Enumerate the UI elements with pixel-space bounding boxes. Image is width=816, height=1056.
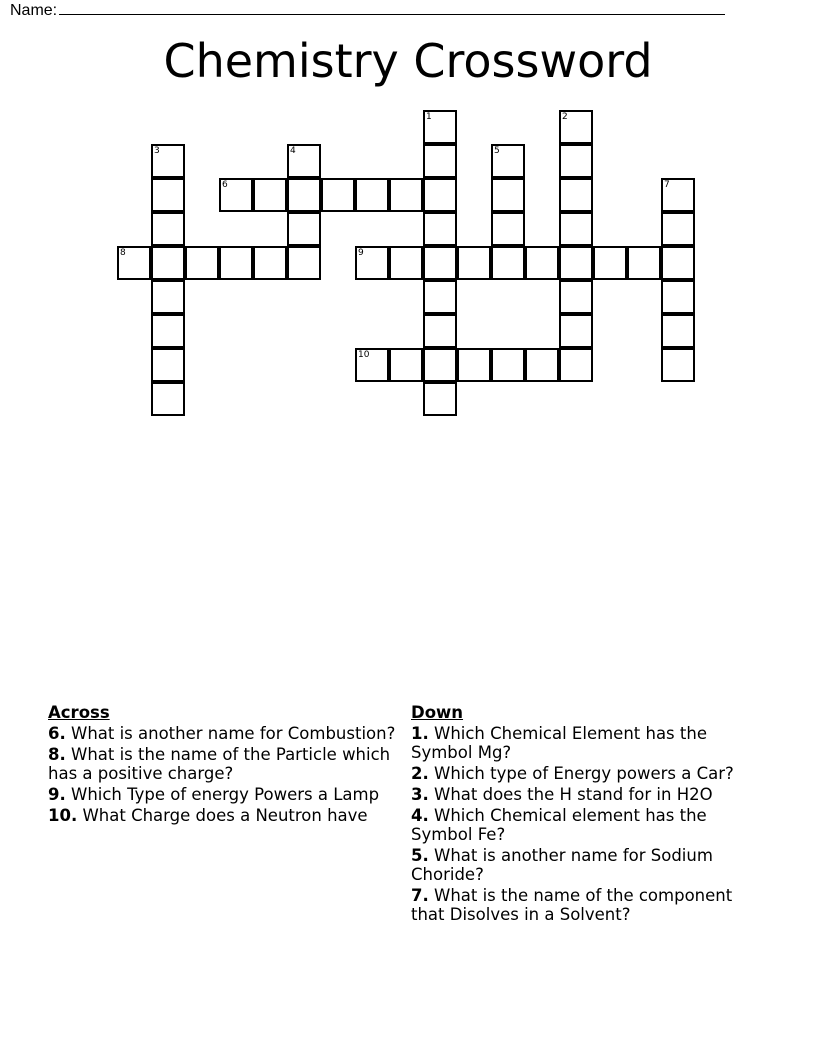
- grid-cell[interactable]: [457, 348, 491, 382]
- grid-cell[interactable]: [491, 348, 525, 382]
- grid-cell[interactable]: [287, 144, 321, 178]
- name-line[interactable]: [59, 0, 725, 15]
- clue-number: 3: [154, 146, 160, 156]
- grid-cell[interactable]: [423, 246, 457, 280]
- grid-cell[interactable]: [287, 246, 321, 280]
- grid-cell[interactable]: [423, 144, 457, 178]
- grid-cell[interactable]: [559, 178, 593, 212]
- grid-cell[interactable]: [559, 280, 593, 314]
- clue-number: 10: [358, 350, 370, 360]
- grid-cell[interactable]: [661, 246, 695, 280]
- grid-cell[interactable]: [219, 178, 253, 212]
- grid-cell[interactable]: [151, 144, 185, 178]
- grid-cell[interactable]: [559, 144, 593, 178]
- clue-number: 2: [562, 112, 568, 122]
- grid-cell[interactable]: [661, 212, 695, 246]
- clue-number: 5: [494, 146, 500, 156]
- grid-cell[interactable]: [457, 246, 491, 280]
- grid-cell[interactable]: [423, 314, 457, 348]
- grid-cell[interactable]: [491, 178, 525, 212]
- grid-cell[interactable]: [389, 348, 423, 382]
- clue-number: 4: [290, 146, 296, 156]
- grid-cell[interactable]: [491, 212, 525, 246]
- grid-cell[interactable]: [525, 246, 559, 280]
- grid-cell[interactable]: [491, 246, 525, 280]
- grid-cell[interactable]: [253, 178, 287, 212]
- grid-cell[interactable]: [253, 246, 287, 280]
- grid-cell[interactable]: [559, 314, 593, 348]
- grid-cell[interactable]: [355, 178, 389, 212]
- grid-cell[interactable]: [559, 110, 593, 144]
- grid-cell[interactable]: [661, 314, 695, 348]
- clue-number: 8: [120, 248, 126, 258]
- clue-across-10: 10. What Charge does a Neutron have: [48, 806, 368, 825]
- clue-across-8: 8. What is the name of the Particle which has a positive charge?: [48, 745, 391, 783]
- grid-cell[interactable]: [151, 280, 185, 314]
- clue-down-5: 5. What is another name for Sodium Choride?: [411, 846, 713, 884]
- across-heading: Across: [48, 703, 110, 722]
- grid-cell[interactable]: [661, 348, 695, 382]
- clue-number: 1: [426, 112, 432, 122]
- down-clues: [411, 703, 761, 926]
- grid-cell[interactable]: [661, 178, 695, 212]
- grid-cell[interactable]: [355, 348, 389, 382]
- clue-number: 9: [358, 248, 364, 258]
- grid-cell[interactable]: [287, 178, 321, 212]
- grid-cell[interactable]: [287, 212, 321, 246]
- grid-cell[interactable]: [423, 178, 457, 212]
- clue-down-2: 2. Which type of Energy powers a Car?: [411, 764, 734, 783]
- clue-down-3: 3. What does the H stand for in H2O: [411, 785, 713, 804]
- grid-cell[interactable]: [151, 246, 185, 280]
- grid-cell[interactable]: [423, 348, 457, 382]
- grid-cell[interactable]: [525, 348, 559, 382]
- clue-number: 6: [222, 180, 228, 190]
- clue-across-6: 6. What is another name for Combustion?: [48, 724, 396, 743]
- clue-across-9: 9. Which Type of energy Powers a Lamp: [48, 785, 380, 804]
- grid-cell[interactable]: [423, 382, 457, 416]
- grid-cell[interactable]: [219, 246, 253, 280]
- name-label: Name:: [10, 2, 58, 19]
- clue-down-1: 1. Which Chemical Element has the Symbol Mg?: [411, 724, 707, 762]
- grid-cell[interactable]: [151, 382, 185, 416]
- clue-number: 7: [664, 180, 670, 190]
- grid-cell[interactable]: [151, 178, 185, 212]
- grid-cell[interactable]: [117, 246, 151, 280]
- grid-cell[interactable]: [151, 348, 185, 382]
- grid-cell[interactable]: [423, 212, 457, 246]
- grid-cell[interactable]: [627, 246, 661, 280]
- grid-cell[interactable]: [355, 246, 389, 280]
- grid-cell[interactable]: [559, 246, 593, 280]
- across-clues: [48, 703, 398, 827]
- grid-cell[interactable]: [593, 246, 627, 280]
- grid-cell[interactable]: [151, 212, 185, 246]
- grid-cell[interactable]: [491, 144, 525, 178]
- grid-cell[interactable]: [185, 246, 219, 280]
- down-heading: Down: [411, 703, 464, 722]
- clue-down-4: 4. Which Chemical element has the Symbol Fe?: [411, 806, 707, 844]
- grid-cell[interactable]: [423, 280, 457, 314]
- grid-cell[interactable]: [389, 246, 423, 280]
- grid-cell[interactable]: [559, 348, 593, 382]
- grid-cell[interactable]: [321, 178, 355, 212]
- grid-cell[interactable]: [389, 178, 423, 212]
- grid-cell[interactable]: [423, 110, 457, 144]
- grid-cell[interactable]: [151, 314, 185, 348]
- clue-down-7: 7. What is the name of the component that Disolves in a Solvent?: [411, 886, 733, 924]
- grid-cell[interactable]: [559, 212, 593, 246]
- name-field[interactable]: [10, 0, 725, 20]
- page-title: Chemistry Crossword: [163, 34, 653, 88]
- grid-cell[interactable]: [661, 280, 695, 314]
